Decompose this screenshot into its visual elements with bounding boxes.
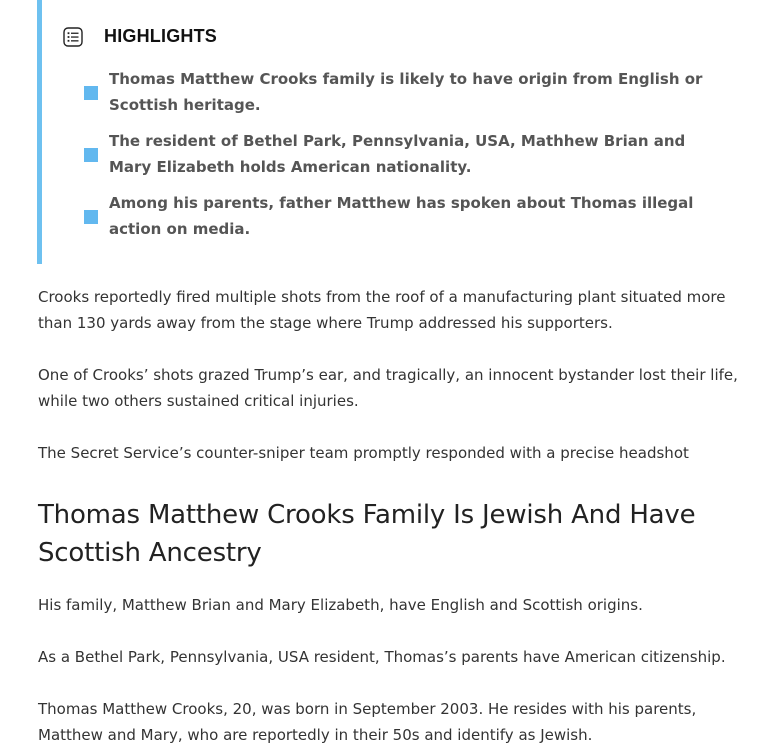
article-paragraph: His family, Matthew Brian and Mary Elizabeth, have English and Scottish origins.	[38, 596, 643, 614]
section-heading: Thomas Matthew Crooks Family Is Jewish And Have Scottish Ancestry	[38, 500, 696, 568]
square-bullet-icon	[84, 86, 98, 100]
highlight-text: The resident of Bethel Park, Pennsylvania, USA, Mathhew Brian and Mary Elizabeth holds American nationality.	[109, 132, 686, 176]
article-paragraph: As a Bethel Park, Pennsylvania, USA resident, Thomas’s parents have American citizenship.	[38, 648, 726, 666]
article-paragraph: The Secret Service’s counter-sniper team promptly responded with a precise headshot	[38, 444, 689, 462]
square-bullet-icon	[84, 210, 98, 224]
article-paragraph: Thomas Matthew Crooks, 20, was born in September 2003. He resides with his parents, Matthew and Mary, who are reportedly in their 50s and identify as Jewish.	[38, 700, 697, 744]
highlight-item	[42, 66, 732, 118]
list-icon	[63, 27, 83, 47]
square-bullet-icon	[84, 148, 98, 162]
highlight-item	[42, 190, 732, 242]
highlights-box	[37, 0, 737, 264]
highlights-title: HIGHLIGHTS	[104, 26, 217, 46]
article-paragraph: Crooks reportedly fired multiple shots from the roof of a manufacturing plant situated more than 130 yards away from the stage where Trump addressed his supporters.	[38, 288, 726, 332]
highlight-text: Among his parents, father Matthew has spoken about Thomas illegal action on media.	[109, 194, 694, 238]
highlights-header	[63, 26, 217, 47]
highlight-text: Thomas Matthew Crooks family is likely to have origin from English or Scottish heritage.	[109, 70, 703, 114]
article-paragraph: One of Crooks’ shots grazed Trump’s ear, and tragically, an innocent bystander lost their life, while two others sustained critical injuries.	[38, 366, 738, 410]
highlight-item	[42, 128, 732, 180]
highlights-list	[42, 66, 732, 252]
